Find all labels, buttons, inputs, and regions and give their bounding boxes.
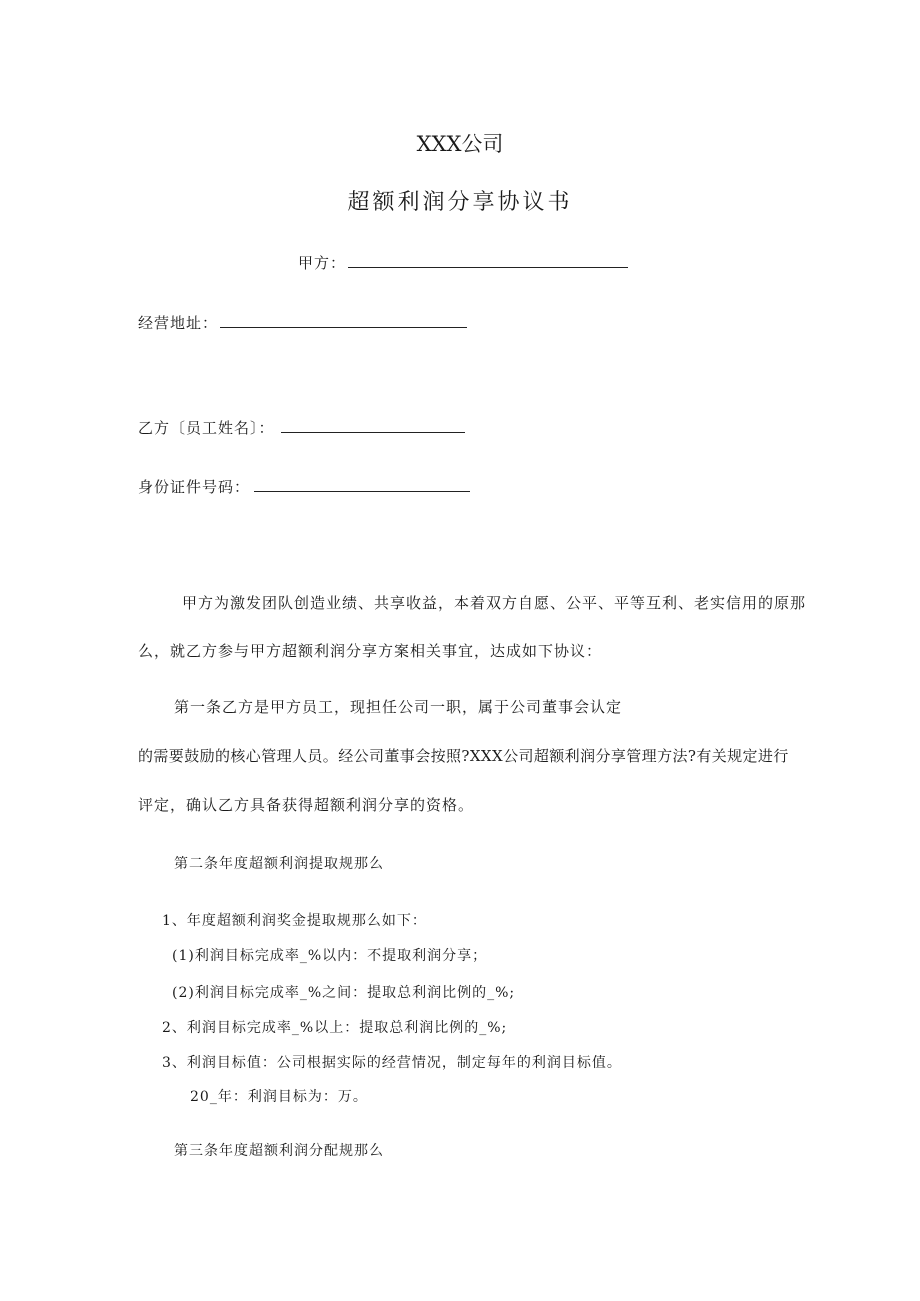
party-b-blank — [281, 417, 465, 433]
id-number-field — [138, 476, 470, 497]
intro-line-2: 么，就乙方参与甲方超额利润分享方案相关事宜，达成如下协议： — [138, 642, 603, 660]
article3-heading: 第三条年度超额利润分配规那么 — [174, 1143, 384, 1159]
id-number-blank — [254, 476, 470, 492]
article1-line-2: 的需要鼓励的核心管理人员。经公司董事会按照?XXX公司超额利润分享管理方法?有关规定进行 — [138, 747, 789, 765]
address-label: 经营地址： — [138, 314, 219, 332]
id-number-label: 身份证件号码： — [138, 478, 251, 496]
address-blank — [220, 312, 467, 328]
article1-line-3: 评定，确认乙方具备获得超额利润分享的资格。 — [138, 796, 475, 814]
address-field — [138, 312, 467, 333]
article2-item: 2、利润目标完成率_%以上：提取总利润比例的_%; — [162, 1020, 508, 1036]
intro-line-1: 甲方为激发团队创造业绩、共享收益，本着双方自愿、公平、平等互利、老实信用的原那 — [182, 594, 807, 612]
article2-item: (1)利润目标完成率_%以内：不提取利润分享； — [172, 948, 488, 964]
article2-item: 20_年：利润目标为：万。 — [190, 1089, 368, 1105]
party-a-blank — [348, 252, 628, 268]
article2-heading: 第二条年度超额利润提取规那么 — [174, 856, 384, 872]
party-a-field — [298, 252, 628, 273]
article2-item: 1、年度超额利润奖金提取规那么如下： — [162, 913, 427, 929]
party-a-label: 甲方： — [298, 254, 347, 272]
company-title: XXX公司 — [416, 132, 504, 156]
party-b-label: 乙方〔员工姓名〕： — [138, 419, 275, 437]
party-b-field — [138, 417, 465, 438]
article2-item: (2)利润目标完成率_%之间：提取总利润比例的_%; — [172, 985, 516, 1001]
article1-line-1: 第一条乙方是甲方员工，现担任公司一职，属于公司董事会认定 — [174, 698, 623, 716]
article2-item: 3、利润目标值：公司根据实际的经营情况，制定每年的利润目标值。 — [162, 1055, 622, 1071]
document-title: 超额利润分享协议书 — [347, 190, 573, 215]
